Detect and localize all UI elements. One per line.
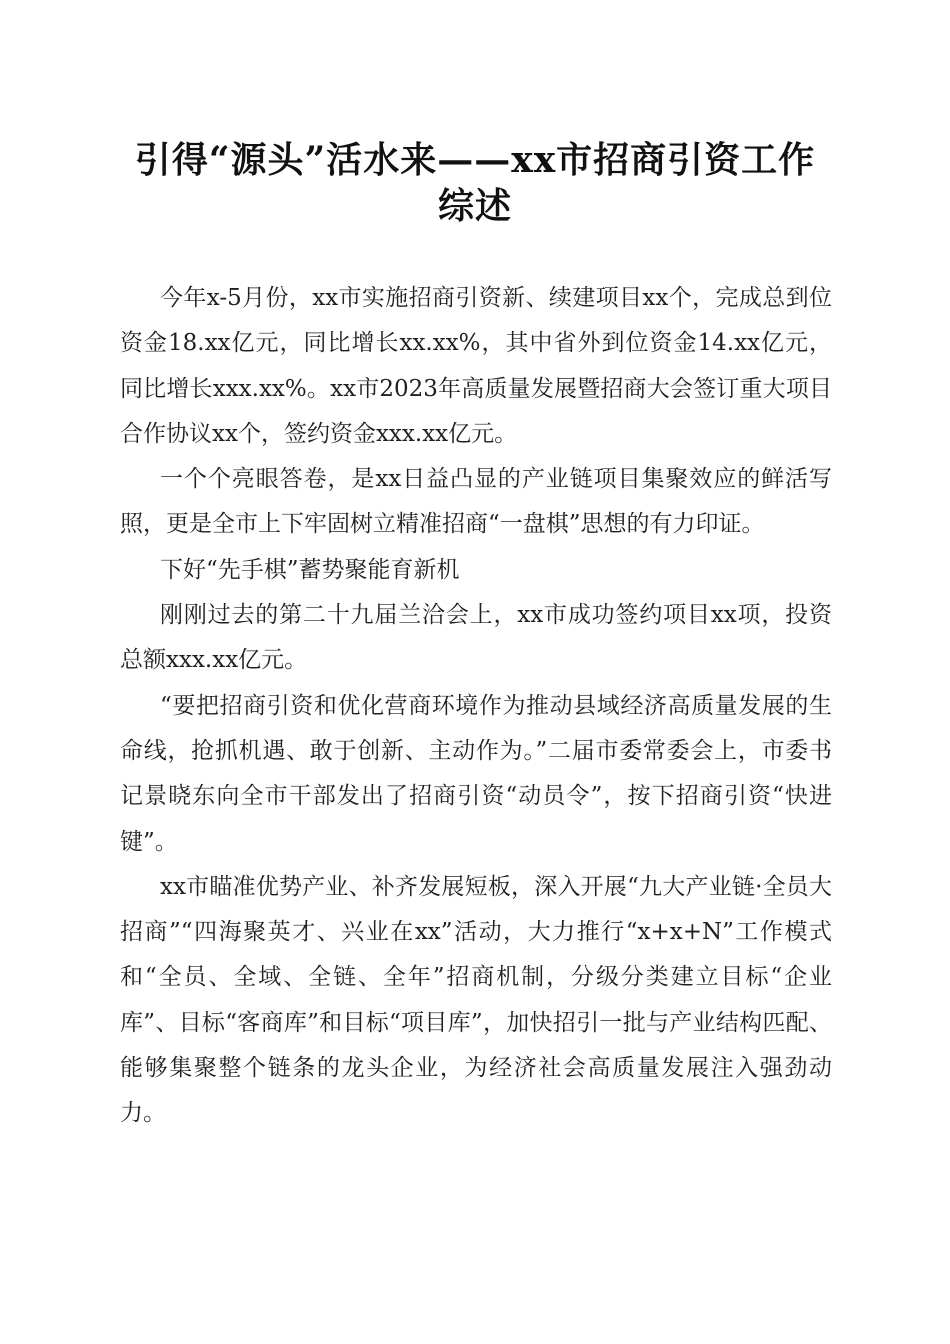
title-line-2: 综述 [437, 185, 512, 227]
paragraph-strategy: xx市瞄准优势产业、补齐发展短板，深入开展“九大产业链·全员大招商”“四海聚英才、兴业在xx”活动，大力推行“x+x+N”工作模式和“全员、全域、全链、全年”招商机制，分级分类建立目标“企业库”、目标“客商库”和目标“项目库”，加快招引一批与产业结构匹配、能够集聚整个链条的龙头企业，为经济社会高质量发展注入强劲动力。 [120, 873, 832, 1127]
title-line-1: 引得“源头”活水来——xx市招商引资工作 [134, 139, 816, 181]
paragraph-summary-stats: 今年x-5月份，xx市实施招商引资新、续建项目xx个，完成总到位资金18.xx亿元，同比增长xx.xx%，其中省外到位资金14.xx亿元，同比增长xxx.xx%。xx市2023年高质量发展暨招商大会签订重大项目合作协议xx个，签约资金xxx.xx亿元。 [120, 285, 832, 447]
document-body [120, 276, 832, 1137]
paragraph-fair-signing: 刚刚过去的第二十九届兰洽会上，xx市成功签约项目xx项，投资总额xxx.xx亿元。 [120, 602, 832, 674]
paragraph-achievement: 一个个亮眼答卷，是xx日益凸显的产业链项目集聚效应的鲜活写照，更是全市上下牢固树立精准招商“一盘棋”思想的有力印证。 [120, 466, 832, 538]
paragraph-quote: “要把招商引资和优化营商环境作为推动县域经济高质量发展的生命线，抢抓机遇、敢于创新、主动作为。”二届市委常委会上，市委书记景晓东向全市干部发出了招商引资“动员令”，按下招商引资“快进键”。 [120, 692, 832, 855]
section-heading: 下好“先手棋”蓄势聚能育新机 [160, 556, 460, 583]
document-title [120, 137, 830, 229]
